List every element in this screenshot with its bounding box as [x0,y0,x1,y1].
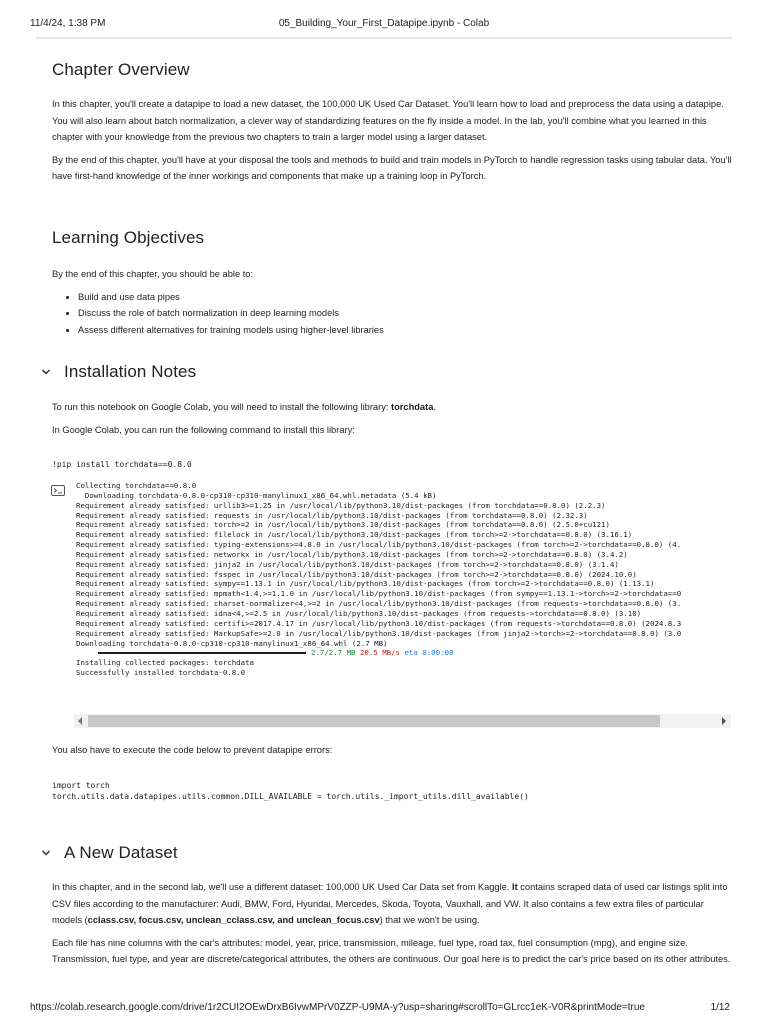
new-dataset-body [52,879,732,974]
header-divider [36,37,732,39]
installation-paragraph-2: In Google Colab, you can run the following command to install this library: [52,424,355,435]
learning-objectives-section [52,228,732,338]
learning-objectives-heading: Learning Objectives [52,228,205,247]
chapter-overview-section [52,60,732,191]
output-line: Requirement already satisfied: sympy==1.13.1 in /usr/local/lib/python3.10/dist-packages (from torch>=2->torchdata==0.8.0) (1.13.1) [76,579,655,589]
output-line: Requirement already satisfied: urllib3>=1.25 in /usr/local/lib/python3.10/dist-packages (from torchdata==0.8.0) (2.2.3) [76,500,606,510]
library-name: torchdata [391,402,434,412]
output-tail [76,658,731,678]
chapter-overview-paragraph-1: In this chapter, you'll create a datapipe to load a new dataset, the 100,000 UK Used Car Dataset. You'll learn how to load and preprocess the data using a datapipe. You will also learn about batch normalization, a clever way of standardizing features on the fly inside a model. In the lab, you'll combine what you learned in this chapter with your knowledge from the previous two chapters to train a larger model using a larger dataset. [52,99,724,143]
output-line: Requirement already satisfied: mpmath<1.4,>=1.1.0 in /usr/local/lib/python3.10/dist-packages (from sympy==1.13.1->torch>=2->torchdata==0 [76,589,682,599]
chevron-down-icon[interactable] [40,366,56,378]
new-dataset-header[interactable] [46,843,178,863]
installation-paragraph-1-end: . [433,402,436,412]
pip-install-output [52,481,742,678]
list-item: • Assess different alternatives for training models using higher-level libraries [78,322,732,339]
new-dataset-paragraph-2: Each file has nine columns with the car's attributes: model, year, price, transmission, mileage, fuel type, road tax, fuel consumption (mpg), and engine size. Transmission, fuel type, and year are discrete/categorical attributes, the others are continuous. Our goal here is to predict the car's price based on its other attributes. [52,937,731,965]
installation-paragraph-1 [52,399,732,416]
list-item: • Build and use data pipes [78,289,732,306]
output-line: Requirement already satisfied: filelock in /usr/local/lib/python3.10/dist-packages (from torch>=2->torchdata==0.8.0) (3.16.1) [76,530,633,540]
progress-bar [98,652,306,654]
new-dataset-p1-d: ) that we won't be using. [379,915,480,926]
output-text [76,481,742,678]
output-line: Requirement already satisfied: requests in /usr/local/lib/python3.10/dist-packages (from torchdata==0.8.0) (2.32.3) [76,510,588,520]
dill-fix-code-cell[interactable]: import torch torch.utils.data.datapipes.utils.common.DILL_AVAILABLE = torch.utils._import_utils.dill_available() [52,781,529,801]
scroll-left-icon[interactable] [78,717,82,725]
print-title: 05_Building_Your_First_Datapipe.ipynb - Colab [278,18,490,29]
new-dataset-p1-b: It [512,882,518,892]
installation-notes-heading: Installation Notes [64,362,197,381]
new-dataset-heading: A New Dataset [64,843,178,862]
pip-install-code-cell[interactable]: !pip install torchdata==0.8.0 [52,460,192,469]
output-line: Requirement already satisfied: idna<4,>=2.5 in /usr/local/lib/python3.10/dist-packages (from requests->torchdata==0.8.0) (3.10) [76,608,642,618]
extra-files-list: cclass.csv, focus.csv, unclean_cclass.csv, and unclean_focus.csv [87,915,380,926]
progress-eta-text: eta 0:00:00 [404,648,454,658]
page-number: 1/12 [710,1002,730,1013]
print-header [30,18,738,32]
output-lines [76,481,731,648]
list-item: • Discuss the role of batch normalization in deep learning models [78,305,732,322]
print-date: 11/4/24, 1:38 PM [30,18,106,29]
output-horizontal-scrollbar[interactable] [74,714,731,728]
progress-size: 2.7/2.7 MB [311,648,356,658]
new-dataset-p1-a: In this chapter, and in the second lab, we'll use a different dataset: 100,000 UK Used Car Data set from Kaggle. [52,882,513,892]
output-line: Installing collected packages: torchdata [76,658,254,668]
output-line: Requirement already satisfied: networkx in /usr/local/lib/python3.10/dist-packages (from torch>=2->torchdata==0.8.0) (3.4.2) [76,549,628,559]
chapter-overview-heading: Chapter Overview [52,60,190,79]
output-line: Requirement already satisfied: torch>=2 in /usr/local/lib/python3.10/dist-packages (from torchdata==0.8.0) (2.5.0+cu121) [76,520,610,530]
installation-notes-header[interactable] [46,362,196,382]
output-line: Requirement already satisfied: fsspec in /usr/local/lib/python3.10/dist-packages (from torch>=2->torchdata==0.8.0) (2024.10.0) [76,569,637,579]
print-footer [30,1002,738,1016]
print-url: https://colab.research.google.com/drive/1r2CUI2OEwDrxB6IvwMPrV0ZZP-U9MA-y?usp=sharing#scrollTo=GLrcc1eK-V0R&printMode=true [30,1002,645,1013]
chapter-overview-paragraph-2: By the end of this chapter, you'll have at your disposal the tools and methods to build and train models in PyTorch to handle regression tasks using tabular data. You'll have first-hand knowledge of the inner workings and components that make up a training loop in PyTorch. [52,154,732,182]
chevron-down-icon[interactable] [40,847,56,859]
scroll-right-icon[interactable] [722,717,726,725]
datapipe-errors-paragraph: You also have to execute the code below to prevent datapipe errors: [52,745,333,755]
new-dataset-p1-c: contains scraped data of used car listings split into CSV files according to the manufacturer: Audi, BMW, Ford, Hyundai, Mercedes, Skoda, Toyota, Vauxhall, and VW. It also contains a few extra files of particular models ( [52,882,728,926]
output-expand-icon[interactable] [51,483,65,501]
installation-paragraph-1-text: To run this notebook on Google Colab, you will need to install the following library: [52,402,392,412]
learning-objectives-list [52,289,732,339]
output-line: Downloading torchdata-0.8.0-cp310-cp310-manylinux1_x86_64.whl.metadata (5.4 kB) [76,490,437,500]
output-line: Requirement already satisfied: charset-normalizer<4,>=2 in /usr/local/lib/python3.10/dist-packages (from requests->torchdata==0.8.0) (3. [76,599,682,609]
download-progress [76,648,731,658]
progress-speed: 20.5 MB/s [359,648,400,658]
progress-eta [404,648,453,658]
new-dataset-paragraph-1 [52,879,732,929]
output-line: Requirement already satisfied: MarkupSafe>=2.0 in /usr/local/lib/python3.10/dist-packages (from jinja2->torch>=2->torchdata==0.8.0) (3.0 [76,628,682,638]
output-line: Successfully installed torchdata-0.8.0 [76,668,246,678]
output-line: Requirement already satisfied: certifi>=2017.4.17 in /usr/local/lib/python3.10/dist-packages (from requests->torchdata==0.8.0) (2024.8.3 [76,618,682,628]
output-line: Collecting torchdata==0.8.0 [76,481,197,490]
scrollbar-thumb[interactable] [88,715,660,727]
output-line: Requirement already satisfied: typing-extensions>=4.8.0 in /usr/local/lib/python3.10/dist-packages (from torch>=2->torchdata==0.8.0) (4. [76,540,682,550]
installation-notes-body [52,399,732,444]
learning-objectives-intro: By the end of this chapter, you should be able to: [52,269,254,279]
output-line: Requirement already satisfied: jinja2 in /usr/local/lib/python3.10/dist-packages (from torch>=2->torchdata==0.8.0) (3.1.4) [76,559,619,569]
output-line: Downloading torchdata-0.8.0-cp310-cp310-manylinux1_x86_64.whl (2.7 MB) [76,638,388,648]
